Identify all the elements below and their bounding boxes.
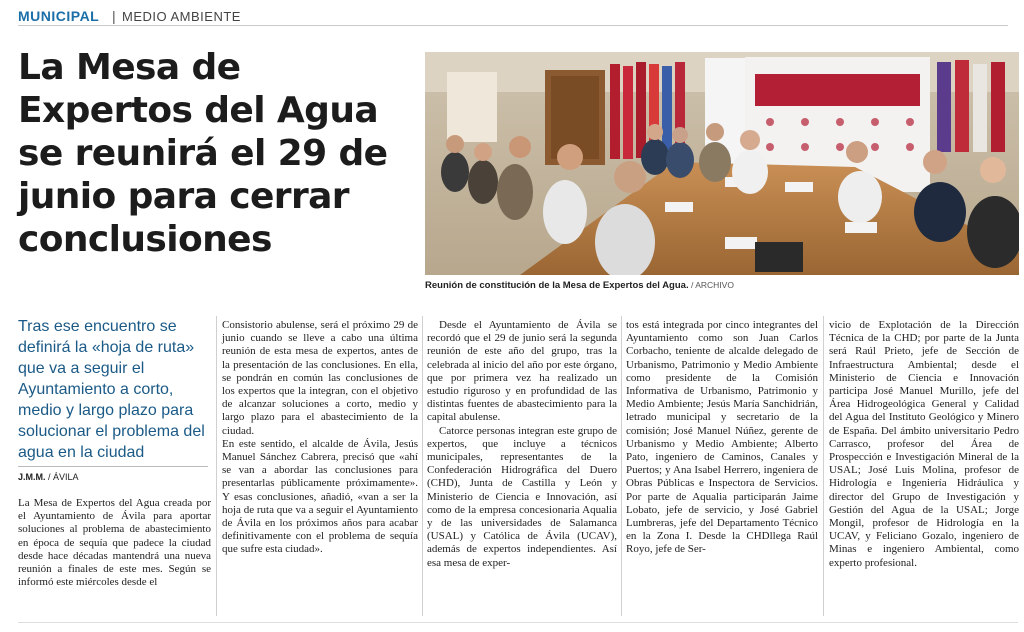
column-divider xyxy=(422,316,423,616)
caption-credit: / ARCHIVO xyxy=(688,280,734,290)
body-column-5 xyxy=(829,319,1019,570)
section-sub-label: MEDIO AMBIENTE xyxy=(122,9,241,24)
meeting-photo xyxy=(425,52,1019,275)
paragraph: En este sentido, el alcalde de Ávila, Jesús Manuel Sánchez Cabrera, precisó que «ahí se van a abordar las conclusiones para presentarlas públicamente próximamente». Y esas conclusiones, añadió, «van a ser la hoja de ruta que va a seguir el Ayuntamiento de Ávila en los próximos años para acabar definitivamente con el problema de sequía que sufre esta ciudad». xyxy=(222,437,418,556)
paragraph: La Mesa de Expertos del Agua creada por el Ayuntamiento de Ávila para aportar soluciones al problema de abastecimiento en época de sequía que padece la ciudad desde hace décadas mantendrá una nueva reunión a finales de este mes. Según se informó este miércoles desde el xyxy=(18,497,211,589)
body-column-4 xyxy=(626,319,818,557)
photo-caption xyxy=(425,280,1019,291)
section-main-label: MUNICIPAL xyxy=(18,8,100,24)
paragraph: vicio de Explotación de la Dirección Técnica de la CHD; por parte de la Junta será Raúl Prieto, jefe de Sección de Infraestructura Ambiental; desde el Ministerio de Ciencia e Innovación participa José Manuel Murillo, jefe del Área Hidrogeológica General y Calidad del Agua del Instituto Geológico y Minero de España. Del ámbito universitario Pedro Carrasco, profesor del Área de Prospección e Investigación Mineral de la USAL; José Luis Molina, profesor de Hidrología e Ingeniería Hidráulica y director del Grupo de Investigación y Gestión del Agua de la USAL; Jorge Mongil, profesor de Hidrología en la UCAV, y Feliciano Gozalo, ingeniero de Minas e ingeniero Ambiental, como experto profesional. xyxy=(829,319,1019,569)
meeting-photo-illustration xyxy=(425,52,1019,275)
article-byline xyxy=(18,472,79,482)
paragraph: Desde el Ayuntamiento de Ávila se recordó que el 29 de junio será la segunda reunión de este año del grupo, tras la celebrada al inicio del año por este órgano, que por primera vez ha realizado un estudio riguroso y en profundidad de las distintas fuentes de abastecimiento para la capital abulense. xyxy=(427,319,617,424)
article-subtitle: Tras ese encuentro se definirá la «hoja de ruta» que va a seguir el Ayuntamiento a corto, medio y largo plazo para solucionar el problema del agua en la ciudad xyxy=(18,318,205,461)
section-separator: | xyxy=(112,8,116,24)
column-divider xyxy=(216,316,217,616)
section-header xyxy=(18,8,1008,26)
article-headline: La Mesa de Expertos del Agua se reunirá el 29 de junio para cerrar conclusiones xyxy=(18,47,388,260)
body-column-1 xyxy=(18,497,211,589)
paragraph: tos está integrada por cinco integrantes del Ayuntamiento como son Juan Carlos Corbacho, teniente de alcalde delegado de Urbanismo, Patrimonio y Medio Ambiente como presidente de la Comisión Informativa de Urbanismo, Patrimonio y Medio Ambiente; Jesús María Sanchidrián, letrado municipal y secretario de la comisión; José Manuel Núñez, gerente de Urbanismo y Medio Ambiente; Alberto Pato, ingeniero de Caminos, Canales y Puertos; y Ana Isabel Herrero, ingeniera de Obras Públicas e Inspectora de Servicios. Por parte de Aqualia participarán Jaime Lobato, jefe de servicio, y José Gabriel Lumbreras, jefe del Departamento Técnico en la Zona I. Desde la CHDllega Raúl Royo, jefe de Ser- xyxy=(626,319,818,556)
paragraph: Consistorio abulense, será el próximo 29 de junio cuando se lleve a cabo una última reunión de esta mesa de expertos, antes de la presentación de las conclusiones. En ella, se pondrán en común las conclusiones de los expertos que la integran, con el objetivo de alcanzar soluciones a corto, medio y largo plazo para el abastecimiento de la ciudad. xyxy=(222,319,418,437)
byline-divider xyxy=(18,466,208,467)
byline-author: J.M.M. xyxy=(18,472,46,482)
caption-text: Reunión de constitución de la Mesa de Expertos del Agua. xyxy=(425,280,689,291)
column-divider xyxy=(823,316,824,616)
paragraph: Catorce personas integran este grupo de expertos, que incluye a técnicos municipales, representantes de la Confederación Hidrográfica del Duero (CHD), Junta de Castilla y León y Ministerio de Ciencia e Innovación, así como de la empresa concesionaria Aqualia y de las universidades de Salamanca (USAL) y Católica de Ávila (UCAV), además de expertos independientes. Así esa mesa de exper- xyxy=(427,424,617,569)
body-column-3 xyxy=(427,319,617,570)
byline-location: / ÁVILA xyxy=(45,472,79,482)
body-column-2 xyxy=(222,319,418,557)
bottom-divider xyxy=(18,622,1018,623)
column-divider xyxy=(621,316,622,616)
